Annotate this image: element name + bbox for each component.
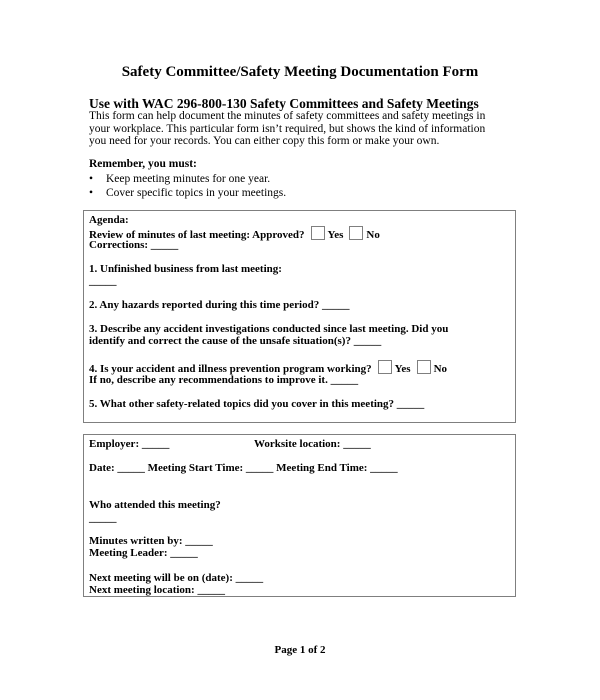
form-subtitle: Use with WAC 296-800-130 Safety Committees and Safety Meetings bbox=[89, 96, 479, 111]
meeting-times-row[interactable]: Date: _____ Meeting Start Time: _____ Meeting End Time: _____ bbox=[89, 462, 398, 474]
attendees-field[interactable]: _____ bbox=[89, 512, 117, 524]
question-unfinished-business: 1. Unfinished business from last meeting: bbox=[89, 263, 282, 275]
list-item: • Cover specific topics in your meetings. bbox=[89, 186, 286, 200]
next-meeting-location-field[interactable]: Next meeting location: _____ bbox=[89, 584, 225, 596]
meeting-leader-field[interactable]: Meeting Leader: _____ bbox=[89, 547, 198, 559]
intro-line: you need for your records. You can either copy this form or make your own. bbox=[89, 135, 440, 147]
employer-field[interactable]: Employer: _____ bbox=[89, 438, 170, 450]
no-label: No bbox=[433, 363, 448, 375]
question-other-topics[interactable]: 5. What other safety-related topics did you cover in this meeting? _____ bbox=[89, 398, 425, 410]
attendees-label: Who attended this meeting? bbox=[89, 499, 221, 511]
question-unsafe-situation-field[interactable]: identify and correct the cause of the unsafe situation(s)? _____ bbox=[89, 335, 382, 347]
unfinished-business-field[interactable]: _____ bbox=[89, 275, 117, 287]
minutes-written-by-field[interactable]: Minutes written by: _____ bbox=[89, 535, 213, 547]
agenda-box bbox=[83, 210, 516, 423]
remember-heading: Remember, you must: bbox=[89, 158, 197, 170]
review-label: Review of minutes of last meeting: Approved? bbox=[89, 229, 305, 241]
meeting-details-box bbox=[83, 434, 516, 597]
approved-no-checkbox[interactable] bbox=[349, 226, 363, 240]
program-yes-checkbox[interactable] bbox=[378, 360, 392, 374]
approved-yes-checkbox[interactable] bbox=[311, 226, 325, 240]
requirements-list bbox=[89, 172, 286, 200]
question-hazards[interactable]: 2. Any hazards reported during this time period? _____ bbox=[89, 299, 350, 311]
intro-line: This form can help document the minutes of safety committees and safety meetings in bbox=[89, 110, 486, 122]
intro-paragraph bbox=[89, 110, 509, 148]
next-meeting-date-field[interactable]: Next meeting will be on (date): _____ bbox=[89, 572, 264, 584]
list-item: • Keep meeting minutes for one year. bbox=[89, 172, 286, 186]
agenda-label: Agenda: bbox=[89, 214, 129, 226]
question-program-working bbox=[89, 360, 447, 375]
no-label: No bbox=[366, 229, 380, 241]
yes-label: Yes bbox=[394, 363, 411, 375]
intro-line: your workplace. This particular form isn’t required, but shows the kind of information bbox=[89, 122, 486, 135]
form-title: Safety Committee/Safety Meeting Documentation Form bbox=[121, 64, 479, 80]
question-accident-investigations: 3. Describe any accident investigations conducted since last meeting. Did you bbox=[89, 323, 449, 335]
corrections-field[interactable]: Corrections: _____ bbox=[89, 239, 179, 251]
program-working-label: 4. Is your accident and illness prevention program working? bbox=[89, 363, 372, 375]
yes-label: Yes bbox=[327, 229, 344, 241]
worksite-location-field[interactable]: Worksite location: _____ bbox=[254, 438, 371, 450]
page-number: Page 1 of 2 bbox=[274, 644, 326, 656]
program-no-checkbox[interactable] bbox=[417, 360, 431, 374]
recommendations-field[interactable]: If no, describe any recommendations to improve it. _____ bbox=[89, 374, 359, 386]
